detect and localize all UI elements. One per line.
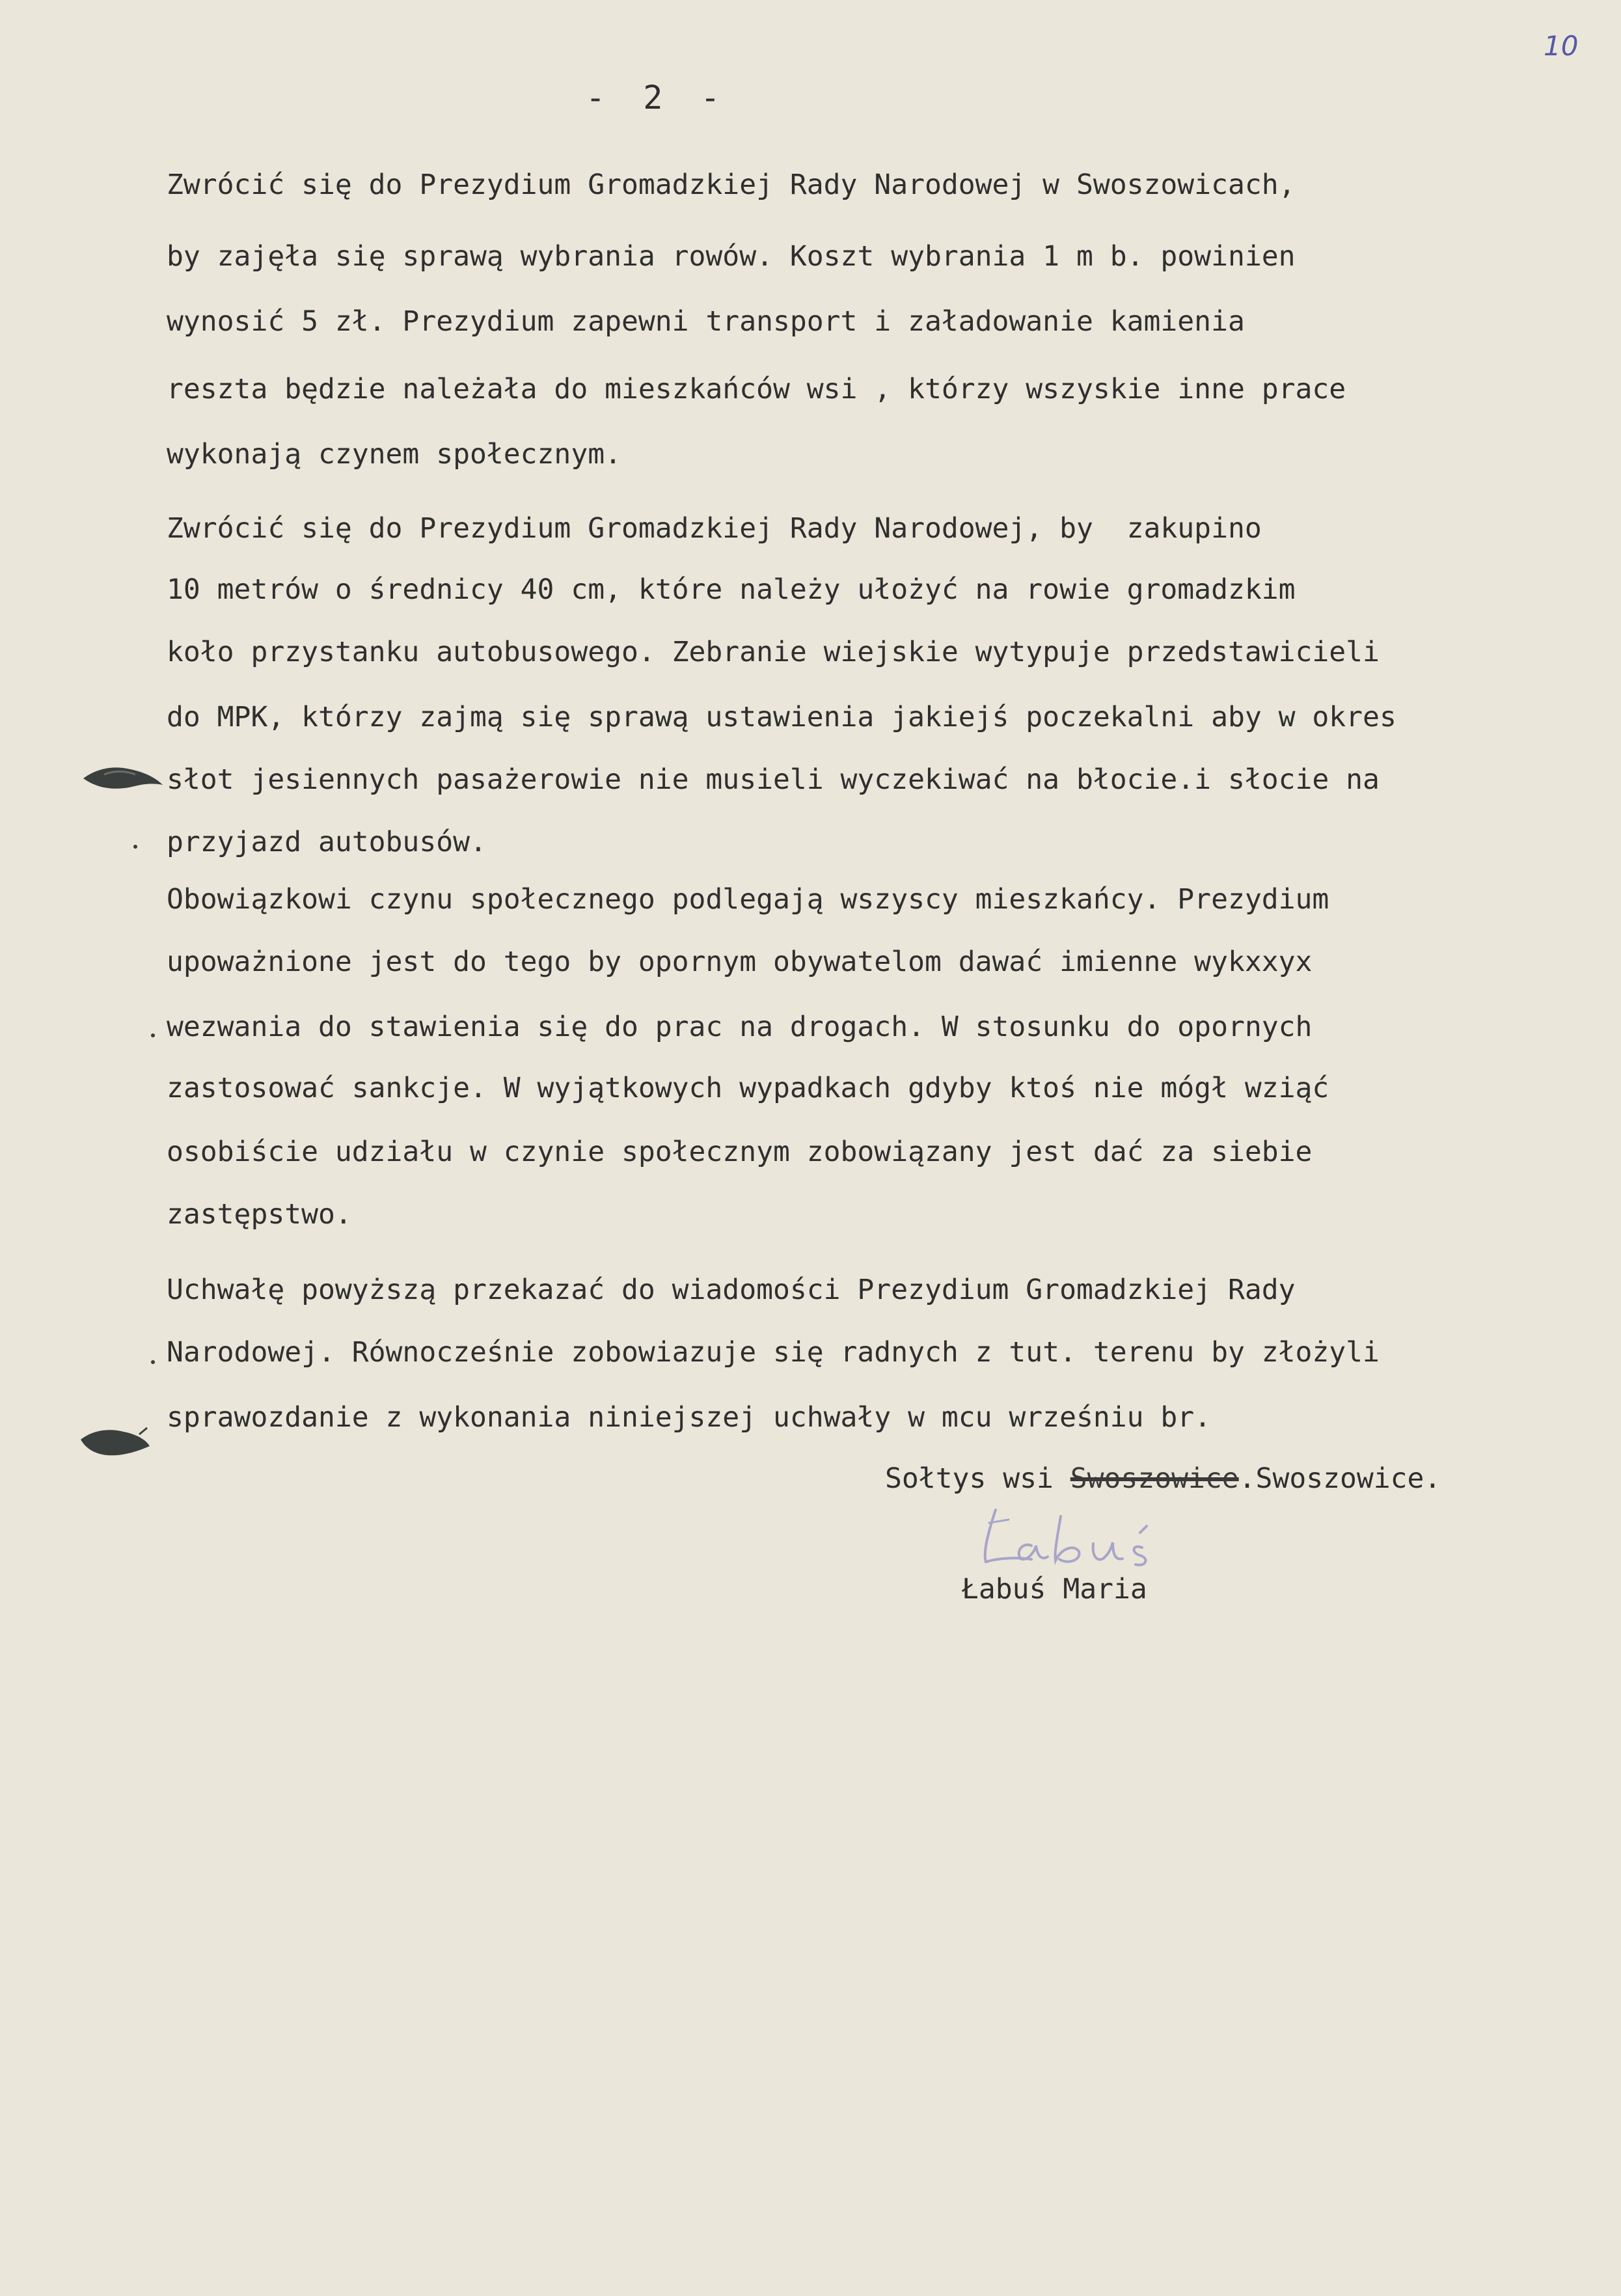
text-line: Zwrócić się do Prezydium Gromadzkiej Rady Narodowej, by zakupino	[167, 512, 1262, 545]
text-line: Uchwałę powyższą przekazać do wiadomości Prezydium Gromadzkiej Rady	[167, 1274, 1296, 1306]
page-number: - 2 -	[586, 79, 729, 116]
text-line: przyjazd autobusów.	[167, 826, 487, 858]
punch-hole-mark	[78, 756, 169, 802]
handwritten-signature	[970, 1497, 1204, 1581]
struck-word: Swoszowice	[1070, 1462, 1239, 1495]
text-line: osobiście udziału w czynie społecznym zobowiązany jest dać za siebie	[167, 1136, 1313, 1168]
text-line: słot jesiennych pasażerowie nie musieli wyczekiwać na błocie.i słocie na	[167, 763, 1380, 796]
text-line: zastępstwo.	[167, 1198, 352, 1231]
archive-number: 10	[1544, 30, 1579, 62]
title-prefix: Sołtys wsi	[885, 1462, 1070, 1495]
signer-name: Łabuś Maria	[962, 1573, 1147, 1606]
text-line: Narodowej. Równocześnie zobowiazuje się radnych z tut. terenu by złożyli	[167, 1336, 1380, 1369]
ink-dot	[151, 1033, 155, 1037]
punch-hole-mark	[77, 1420, 155, 1466]
text-line: Obowiązkowi czynu społecznego podlegają wszyscy mieszkańcy. Prezydium	[167, 883, 1329, 916]
text-line: 10 metrów o średnicy 40 cm, które należy ułożyć na rowie gromadzkim	[167, 573, 1296, 606]
text-line: do MPK, którzy zajmą się sprawą ustawienia jakiejś poczekalni aby w okres	[167, 701, 1396, 733]
text-line: wezwania do stawienia się do prac na drogach. W stosunku do opornych	[167, 1011, 1313, 1043]
title-suffix: .Swoszowice.	[1238, 1462, 1441, 1495]
text-line: upoważnione jest do tego by opornym obywatelom dawać imienne wykxxyx	[167, 946, 1313, 978]
text-line: zastosować sankcje. W wyjątkowych wypadkach gdyby ktoś nie mógł wziąć	[167, 1072, 1329, 1104]
village-head-title	[885, 1464, 1441, 1493]
text-line: reszta będzie należała do mieszkańców wsi , którzy wszyskie inne prace	[167, 373, 1346, 405]
text-line: by zajęła się sprawą wybrania rowów. Koszt wybrania 1 m b. powinien	[167, 240, 1296, 273]
text-line: sprawozdanie z wykonania niniejszej uchwały w mcu wrześniu br.	[167, 1401, 1212, 1434]
text-line: wykonają czynem społecznym.	[167, 438, 621, 471]
text-line: Zwrócić się do Prezydium Gromadzkiej Rady Narodowej w Swoszowicach,	[167, 169, 1296, 201]
text-line: wynosić 5 zł. Prezydium zapewni transport i załadowanie kamienia	[167, 305, 1245, 338]
ink-dot	[151, 1360, 155, 1364]
text-line: koło przystanku autobusowego. Zebranie wiejskie wytypuje przedstawicieli	[167, 636, 1380, 668]
ink-dot	[133, 845, 137, 849]
